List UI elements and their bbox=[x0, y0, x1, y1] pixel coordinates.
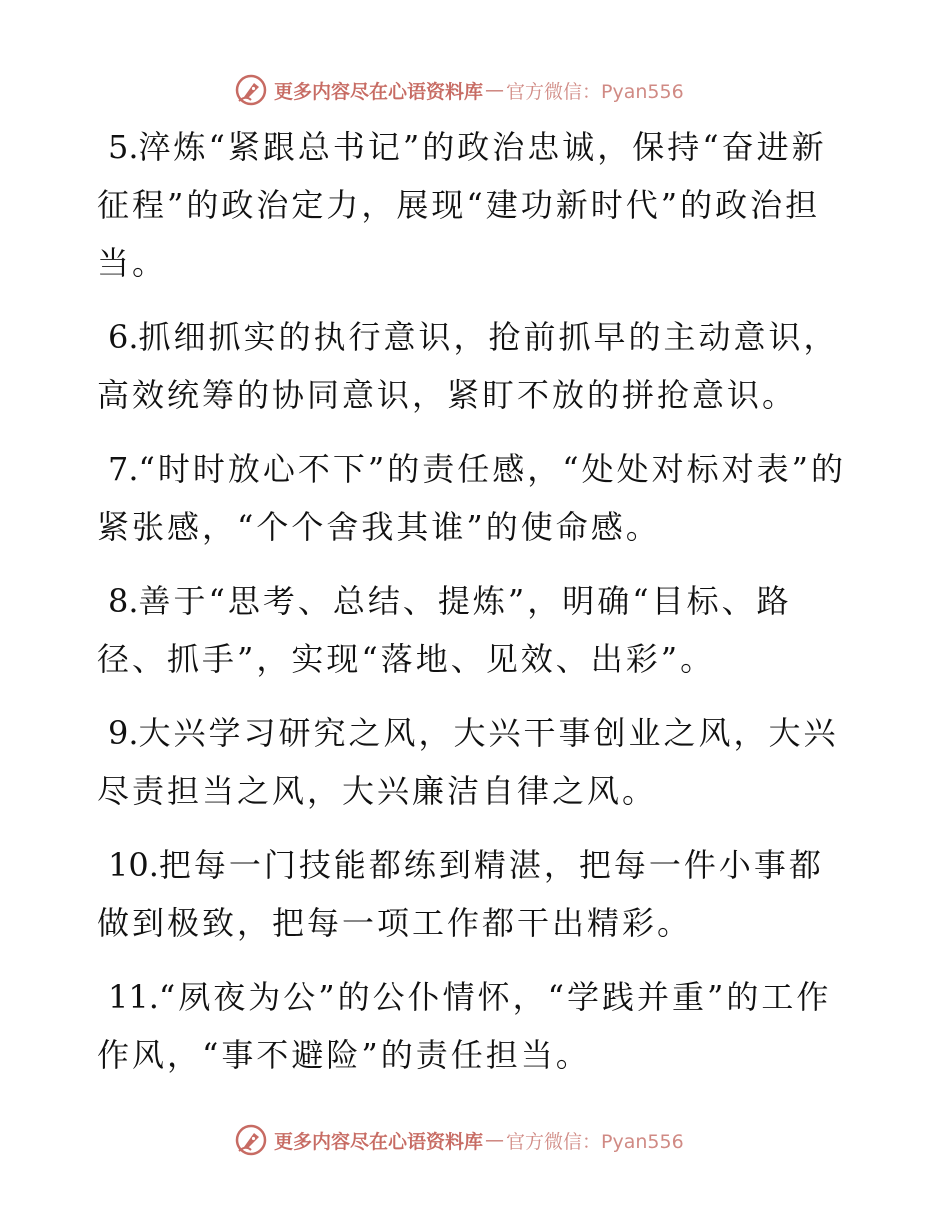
pen-nib-circle-icon bbox=[234, 73, 268, 107]
item-number: 7. bbox=[108, 450, 139, 488]
list-item bbox=[97, 308, 857, 424]
header-watermark-banner bbox=[234, 73, 714, 107]
item-text: 善于“思考、总结、提炼”，明确“目标、路径、抓手”，实现“落地、见效、出彩”。 bbox=[97, 582, 792, 678]
document-body bbox=[97, 118, 857, 1100]
pen-nib-circle-icon bbox=[234, 1123, 268, 1157]
list-item bbox=[97, 118, 857, 292]
item-number: 10. bbox=[108, 846, 159, 884]
item-text: “夙夜为公”的公仆情怀，“学践并重”的工作作风，“事不避险”的责任担当。 bbox=[97, 978, 832, 1074]
list-item bbox=[97, 968, 857, 1084]
list-item bbox=[97, 836, 857, 952]
item-text: 抓细抓实的执行意识，抢前抓早的主动意识，高效统筹的协同意识，紧盯不放的拼抢意识。 bbox=[97, 318, 839, 414]
item-text: “时时放心不下”的责任感，“处处对标对表”的紧张感，“个个舍我其谁”的使命感。 bbox=[97, 450, 846, 546]
item-number: 8. bbox=[108, 582, 139, 620]
item-number: 9. bbox=[108, 714, 139, 752]
item-text: 淬炼“紧跟总书记”的政治忠诚，保持“奋进新征程”的政治定力，展现“建功新时代”的政治担当。 bbox=[97, 128, 827, 282]
watermark-brand-text: 更多内容尽在心语资料库 bbox=[274, 80, 484, 103]
footer-watermark-banner bbox=[234, 1123, 714, 1157]
watermark-wechat-text: 官方微信：Pyan556 bbox=[506, 80, 684, 103]
item-number: 6. bbox=[108, 318, 139, 356]
item-number: 11. bbox=[108, 978, 159, 1016]
watermark-wechat-text: 官方微信：Pyan556 bbox=[506, 1130, 684, 1153]
watermark-dash: — bbox=[485, 1129, 505, 1151]
watermark-brand-text: 更多内容尽在心语资料库 bbox=[274, 1130, 484, 1153]
list-item bbox=[97, 704, 857, 820]
item-number: 5. bbox=[108, 128, 139, 166]
item-text: 大兴学习研究之风，大兴干事创业之风，大兴尽责担当之风，大兴廉洁自律之风。 bbox=[97, 714, 839, 810]
list-item bbox=[97, 572, 857, 688]
list-item bbox=[97, 440, 857, 556]
watermark-dash: — bbox=[485, 79, 505, 101]
item-text: 把每一门技能都练到精湛，把每一件小事都做到极致，把每一项工作都干出精彩。 bbox=[97, 846, 824, 942]
